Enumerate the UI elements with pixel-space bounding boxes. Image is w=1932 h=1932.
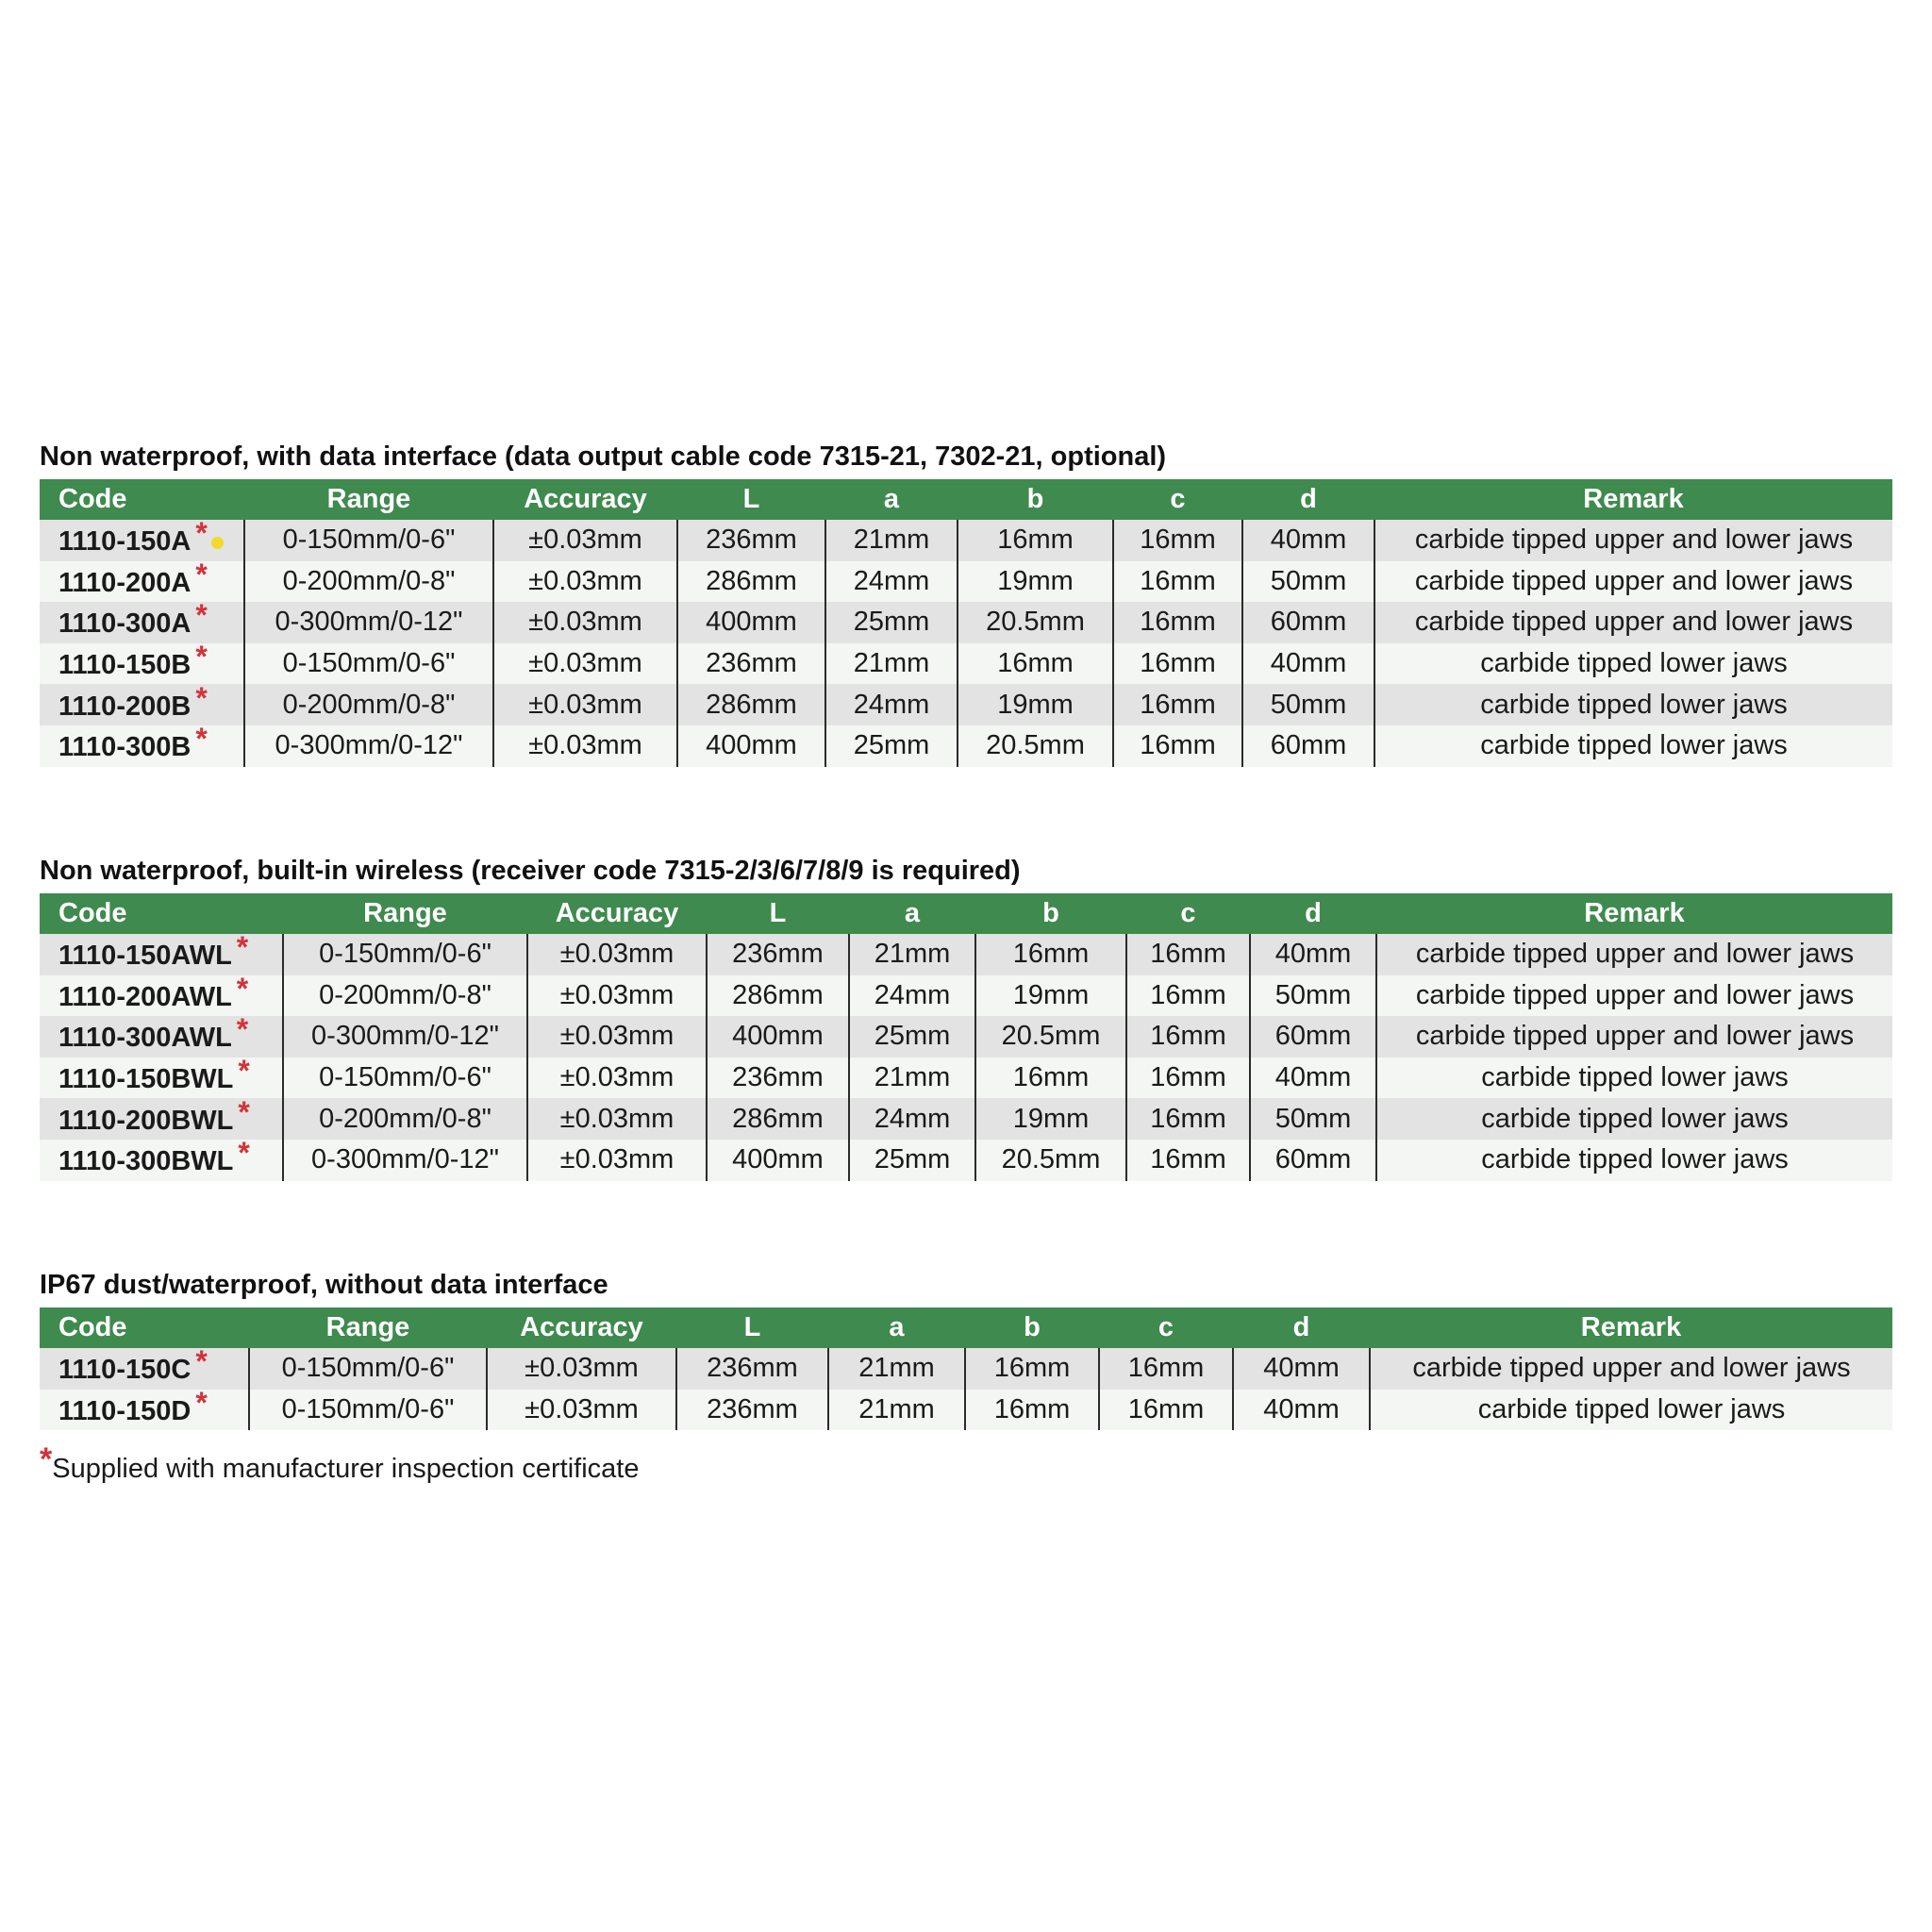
header-code: Code: [40, 1307, 249, 1348]
c-cell: 16mm: [1113, 643, 1242, 685]
code-cell: [40, 930, 283, 975]
certificate-star-icon: *: [195, 516, 208, 551]
spec-table-wireless: [40, 893, 1892, 1181]
b-cell: 16mm: [975, 934, 1126, 975]
code-text: 1110-300B: [58, 732, 192, 763]
c-cell: 16mm: [1126, 975, 1250, 1017]
range-cell: 0-200mm/0-8": [244, 684, 493, 725]
footnote-star-icon: *: [40, 1441, 53, 1477]
accuracy-cell: ±0.03mm: [527, 1058, 707, 1099]
code-text: 1110-150D: [58, 1395, 192, 1426]
a-cell: 24mm: [849, 975, 975, 1017]
certificate-star-icon: *: [236, 971, 249, 1006]
l-cell: 236mm: [676, 1348, 828, 1390]
code-text: 1110-150C: [58, 1355, 192, 1386]
header-b: b: [975, 893, 1126, 934]
c-cell: 16mm: [1113, 684, 1242, 725]
b-cell: 19mm: [958, 684, 1113, 725]
c-cell: 16mm: [1099, 1390, 1233, 1431]
l-cell: 286mm: [707, 975, 849, 1017]
remark-cell: carbide tipped lower jaws: [1374, 643, 1892, 685]
remark-cell: carbide tipped lower jaws: [1370, 1390, 1892, 1431]
l-cell: 400mm: [677, 725, 825, 767]
yellow-dot-icon: [211, 537, 224, 549]
table-header-row: [40, 893, 1892, 934]
d-cell: 40mm: [1242, 643, 1374, 685]
l-cell: 236mm: [677, 643, 825, 685]
code-text: 1110-150BWL: [58, 1064, 234, 1095]
l-cell: 286mm: [677, 684, 825, 725]
code-cell: [40, 598, 244, 643]
c-cell: 16mm: [1126, 1098, 1250, 1140]
code-cell: [40, 516, 244, 561]
table-row: [40, 1140, 1892, 1181]
accuracy-cell: ±0.03mm: [527, 934, 707, 975]
b-cell: 20.5mm: [958, 602, 1113, 643]
table-row: [40, 1058, 1892, 1099]
c-cell: 16mm: [1126, 1140, 1250, 1181]
d-cell: 50mm: [1242, 684, 1374, 725]
b-cell: 16mm: [958, 643, 1113, 685]
remark-cell: carbide tipped upper and lower jaws: [1374, 602, 1892, 643]
header-accuracy: Accuracy: [487, 1307, 676, 1348]
code-cell: [40, 1385, 249, 1431]
code-cell: [40, 1136, 283, 1181]
accuracy-cell: ±0.03mm: [493, 520, 677, 561]
table-row: [40, 1390, 1892, 1431]
a-cell: 21mm: [828, 1390, 965, 1431]
remark-cell: carbide tipped upper and lower jaws: [1376, 1016, 1892, 1058]
header-accuracy: Accuracy: [527, 893, 707, 934]
code-cell: [40, 971, 283, 1017]
d-cell: 40mm: [1233, 1390, 1370, 1431]
range-cell: 0-300mm/0-12": [283, 1016, 527, 1058]
code-text: 1110-300AWL: [58, 1023, 232, 1054]
header-accuracy: Accuracy: [493, 479, 677, 520]
range-cell: 0-150mm/0-6": [244, 643, 493, 685]
code-text: 1110-200BWL: [58, 1105, 234, 1136]
b-cell: 20.5mm: [975, 1140, 1126, 1181]
c-cell: 16mm: [1113, 520, 1242, 561]
code-text: 1110-150A: [58, 526, 192, 558]
remark-cell: carbide tipped lower jaws: [1376, 1098, 1892, 1140]
footnote: [40, 1441, 640, 1486]
code-text: 1110-200B: [58, 691, 192, 722]
certificate-star-icon: *: [195, 557, 208, 591]
accuracy-cell: ±0.03mm: [487, 1390, 676, 1431]
header-l: L: [677, 479, 825, 520]
header-remark: Remark: [1376, 893, 1892, 934]
header-c: c: [1099, 1307, 1233, 1348]
a-cell: 25mm: [849, 1140, 975, 1181]
table-row: [40, 561, 1892, 603]
a-cell: 21mm: [849, 1058, 975, 1099]
certificate-star-icon: *: [236, 1012, 249, 1047]
table-row: [40, 643, 1892, 685]
certificate-star-icon: *: [195, 722, 208, 757]
range-cell: 0-150mm/0-6": [244, 520, 493, 561]
d-cell: 40mm: [1250, 934, 1376, 975]
certificate-star-icon: *: [195, 680, 208, 715]
range-cell: 0-150mm/0-6": [283, 934, 527, 975]
a-cell: 21mm: [849, 934, 975, 975]
code-cell: [40, 1054, 283, 1099]
code-text: 1110-300BWL: [58, 1146, 234, 1177]
code-text: 1110-150AWL: [58, 941, 232, 972]
spec-table-ip67: [40, 1307, 1892, 1430]
a-cell: 25mm: [825, 602, 958, 643]
header-l: L: [676, 1307, 828, 1348]
code-cell: [40, 557, 244, 603]
l-cell: 236mm: [677, 520, 825, 561]
range-cell: 0-200mm/0-8": [244, 561, 493, 603]
certificate-star-icon: *: [236, 930, 249, 965]
header-b: b: [958, 479, 1113, 520]
d-cell: 50mm: [1250, 975, 1376, 1017]
header-code: Code: [40, 479, 244, 520]
range-cell: 0-150mm/0-6": [249, 1348, 487, 1390]
a-cell: 25mm: [849, 1016, 975, 1058]
header-d: d: [1233, 1307, 1370, 1348]
a-cell: 21mm: [825, 520, 958, 561]
d-cell: 40mm: [1250, 1058, 1376, 1099]
header-remark: Remark: [1370, 1307, 1892, 1348]
header-b: b: [965, 1307, 1099, 1348]
table-row: [40, 725, 1892, 767]
accuracy-cell: ±0.03mm: [493, 602, 677, 643]
remark-cell: carbide tipped lower jaws: [1376, 1058, 1892, 1099]
b-cell: 20.5mm: [975, 1016, 1126, 1058]
a-cell: 25mm: [825, 725, 958, 767]
code-text: 1110-200AWL: [58, 981, 232, 1012]
header-a: a: [828, 1307, 965, 1348]
b-cell: 16mm: [958, 520, 1113, 561]
c-cell: 16mm: [1126, 1058, 1250, 1099]
header-l: L: [707, 893, 849, 934]
c-cell: 16mm: [1113, 602, 1242, 643]
l-cell: 400mm: [677, 602, 825, 643]
b-cell: 16mm: [975, 1058, 1126, 1099]
range-cell: 0-150mm/0-6": [249, 1390, 487, 1431]
remark-cell: carbide tipped upper and lower jaws: [1374, 561, 1892, 603]
certificate-star-icon: *: [238, 1094, 250, 1129]
section-title: Non waterproof, built-in wireless (receiver code 7315-2/3/6/7/8/9 is required): [40, 856, 1021, 886]
accuracy-cell: ±0.03mm: [527, 1016, 707, 1058]
range-cell: 0-150mm/0-6": [283, 1058, 527, 1099]
header-a: a: [849, 893, 975, 934]
certificate-star-icon: *: [238, 1136, 250, 1171]
spec-table-data-interface: [40, 479, 1892, 767]
d-cell: 60mm: [1242, 725, 1374, 767]
header-range: Range: [244, 479, 493, 520]
d-cell: 60mm: [1250, 1016, 1376, 1058]
d-cell: 60mm: [1250, 1140, 1376, 1181]
d-cell: 60mm: [1242, 602, 1374, 643]
a-cell: 24mm: [825, 561, 958, 603]
a-cell: 21mm: [828, 1348, 965, 1390]
certificate-star-icon: *: [195, 640, 208, 675]
table-row: [40, 1098, 1892, 1140]
accuracy-cell: ±0.03mm: [527, 975, 707, 1017]
code-cell: [40, 640, 244, 685]
accuracy-cell: ±0.03mm: [493, 561, 677, 603]
b-cell: 16mm: [965, 1390, 1099, 1431]
header-d: d: [1250, 893, 1376, 934]
d-cell: 40mm: [1242, 520, 1374, 561]
l-cell: 400mm: [707, 1016, 849, 1058]
a-cell: 24mm: [849, 1098, 975, 1140]
range-cell: 0-300mm/0-12": [244, 602, 493, 643]
table-header-row: [40, 1307, 1892, 1348]
footnote-text: Supplied with manufacturer inspection certificate: [52, 1454, 640, 1484]
section-title: IP67 dust/waterproof, without data interface: [40, 1270, 608, 1300]
table-row: [40, 934, 1892, 975]
remark-cell: carbide tipped upper and lower jaws: [1374, 520, 1892, 561]
c-cell: 16mm: [1126, 1016, 1250, 1058]
code-cell: [40, 722, 244, 767]
l-cell: 400mm: [707, 1140, 849, 1181]
l-cell: 236mm: [707, 934, 849, 975]
header-remark: Remark: [1374, 479, 1892, 520]
c-cell: 16mm: [1113, 725, 1242, 767]
b-cell: 19mm: [958, 561, 1113, 603]
accuracy-cell: ±0.03mm: [493, 725, 677, 767]
b-cell: 20.5mm: [958, 725, 1113, 767]
table-row: [40, 520, 1892, 561]
remark-cell: carbide tipped lower jaws: [1376, 1140, 1892, 1181]
section-title: Non waterproof, with data interface (data output cable code 7315-21, 7302-21, optional): [40, 441, 1167, 472]
remark-cell: carbide tipped upper and lower jaws: [1370, 1348, 1892, 1390]
header-a: a: [825, 479, 958, 520]
code-text: 1110-300A: [58, 608, 192, 640]
header-d: d: [1242, 479, 1374, 520]
remark-cell: carbide tipped lower jaws: [1374, 684, 1892, 725]
certificate-star-icon: *: [195, 1385, 208, 1420]
certificate-star-icon: *: [195, 598, 208, 633]
range-cell: 0-300mm/0-12": [283, 1140, 527, 1181]
code-text: 1110-150B: [58, 650, 192, 681]
table-row: [40, 1348, 1892, 1390]
range-cell: 0-200mm/0-8": [283, 1098, 527, 1140]
table-row: [40, 684, 1892, 725]
d-cell: 40mm: [1233, 1348, 1370, 1390]
header-range: Range: [249, 1307, 487, 1348]
d-cell: 50mm: [1250, 1098, 1376, 1140]
accuracy-cell: ±0.03mm: [493, 684, 677, 725]
c-cell: 16mm: [1126, 934, 1250, 975]
b-cell: 16mm: [965, 1348, 1099, 1390]
b-cell: 19mm: [975, 1098, 1126, 1140]
accuracy-cell: ±0.03mm: [487, 1348, 676, 1390]
table-row: [40, 602, 1892, 643]
accuracy-cell: ±0.03mm: [527, 1140, 707, 1181]
table-row: [40, 975, 1892, 1017]
remark-cell: carbide tipped upper and lower jaws: [1376, 934, 1892, 975]
code-cell: [40, 1094, 283, 1140]
code-cell: [40, 680, 244, 725]
accuracy-cell: ±0.03mm: [493, 643, 677, 685]
d-cell: 50mm: [1242, 561, 1374, 603]
l-cell: 236mm: [676, 1390, 828, 1431]
b-cell: 19mm: [975, 975, 1126, 1017]
l-cell: 286mm: [677, 561, 825, 603]
c-cell: 16mm: [1113, 561, 1242, 603]
c-cell: 16mm: [1099, 1348, 1233, 1390]
l-cell: 286mm: [707, 1098, 849, 1140]
a-cell: 24mm: [825, 684, 958, 725]
header-c: c: [1126, 893, 1250, 934]
certificate-star-icon: *: [195, 1344, 208, 1379]
range-cell: 0-200mm/0-8": [283, 975, 527, 1017]
table-row: [40, 1016, 1892, 1058]
code-cell: [40, 1012, 283, 1058]
code-cell: [40, 1344, 249, 1390]
remark-cell: carbide tipped upper and lower jaws: [1376, 975, 1892, 1017]
header-range: Range: [283, 893, 527, 934]
l-cell: 236mm: [707, 1058, 849, 1099]
certificate-star-icon: *: [238, 1054, 250, 1089]
header-c: c: [1113, 479, 1242, 520]
remark-cell: carbide tipped lower jaws: [1374, 725, 1892, 767]
code-text: 1110-200A: [58, 567, 192, 598]
table-header-row: [40, 479, 1892, 520]
header-code: Code: [40, 893, 283, 934]
accuracy-cell: ±0.03mm: [527, 1098, 707, 1140]
range-cell: 0-300mm/0-12": [244, 725, 493, 767]
a-cell: 21mm: [825, 643, 958, 685]
